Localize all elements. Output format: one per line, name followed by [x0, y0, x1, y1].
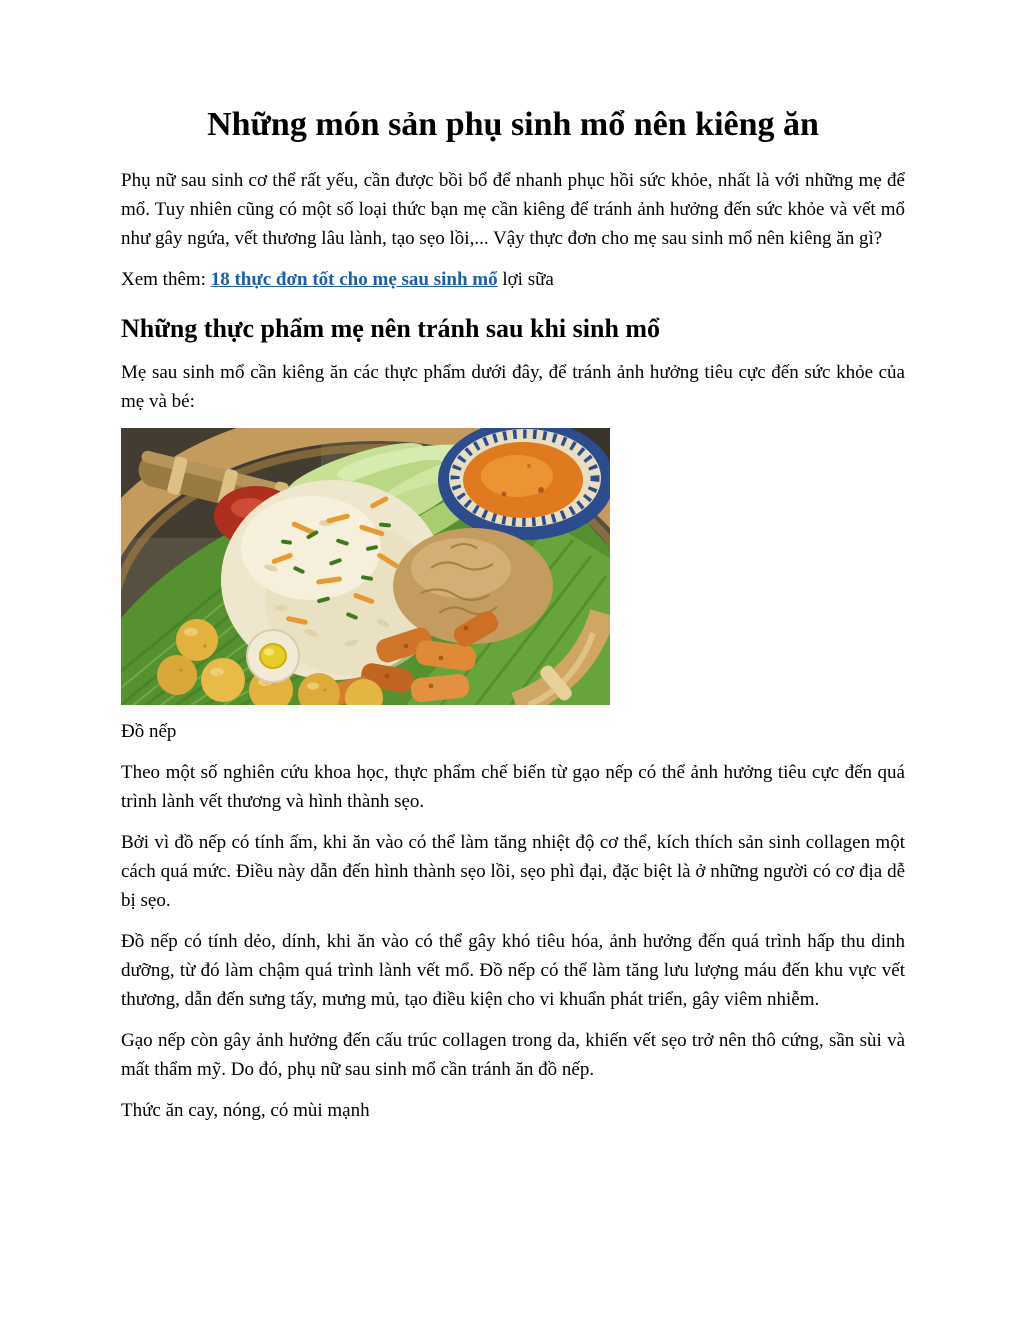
body-paragraph-4: Gạo nếp còn gây ảnh hưởng đến cấu trúc collagen trong da, khiến vết sẹo trở nên thô cứng, sần sùi và mất thẩm mỹ. Do đó, phụ nữ sau sinh mổ cần tránh ăn đồ nếp. [121, 1030, 905, 1080]
intro-paragraph: Phụ nữ sau sinh cơ thể rất yếu, cần được bồi bổ để nhanh phục hồi sức khỏe, nhất là với những mẹ để mổ. Tuy nhiên cũng có một số loại thức bạn mẹ cần kiêng để tránh ảnh hưởng đến sức khỏe và vết mổ như gây ngứa, vết thương lâu lành, tạo sẹo lồi,... Vậy thực đơn cho mẹ sau sinh mổ nên kiêng ăn gì? [121, 170, 905, 249]
body-paragraph-3: Đồ nếp có tính dẻo, dính, khi ăn vào có thể gây khó tiêu hóa, ảnh hưởng đến quá trình hấp thu dinh dưỡng, từ đó làm chậm quá trình lành vết mổ. Đồ nếp có thể làm tăng lưu lượng máu đến khu vực vết thương, dẫn đến sưng tấy, mưng mủ, tạo điều kiện cho vi khuẩn phát triển, gây viêm nhiễm. [121, 931, 905, 1010]
section-lead: Mẹ sau sinh mổ cần kiêng ăn các thực phẩm dưới đây, để tránh ảnh hưởng tiêu cực đến sức khỏe của mẹ và bé: [121, 362, 905, 412]
section-heading: Những thực phẩm mẹ nên tránh sau khi sinh mổ [121, 314, 661, 343]
body-paragraph-2: Bởi vì đồ nếp có tính ấm, khi ăn vào có thể làm tăng nhiệt độ cơ thể, kích thích sản sinh collagen một cách quá mức. Điều này dẫn đến hình thành sẹo lồi, sẹo phì đại, đặc biệt là ở những người có cơ địa dễ bị sẹo. [121, 832, 905, 911]
see-more-suffix: lợi sữa [497, 269, 554, 290]
see-more-link[interactable]: 18 thực đơn tốt cho mẹ sau sinh mổ [210, 269, 498, 290]
see-more-prefix: Xem thêm: [121, 269, 211, 290]
body-paragraph-1: Theo một số nghiên cứu khoa học, thực phẩm chế biến từ gạo nếp có thể ảnh hưởng tiêu cực đến quá trình lành vết thương và hình thành sẹo. [121, 762, 905, 812]
image-caption: Đồ nếp [121, 721, 177, 742]
food-photo-illustration [121, 428, 610, 705]
see-more-line [121, 265, 905, 294]
next-topic-label: Thức ăn cay, nóng, có mùi mạnh [121, 1100, 370, 1121]
halved-egg [247, 630, 299, 682]
food-photo [121, 428, 610, 705]
page-title: Những món sản phụ sinh mổ nên kiêng ăn [207, 106, 819, 143]
